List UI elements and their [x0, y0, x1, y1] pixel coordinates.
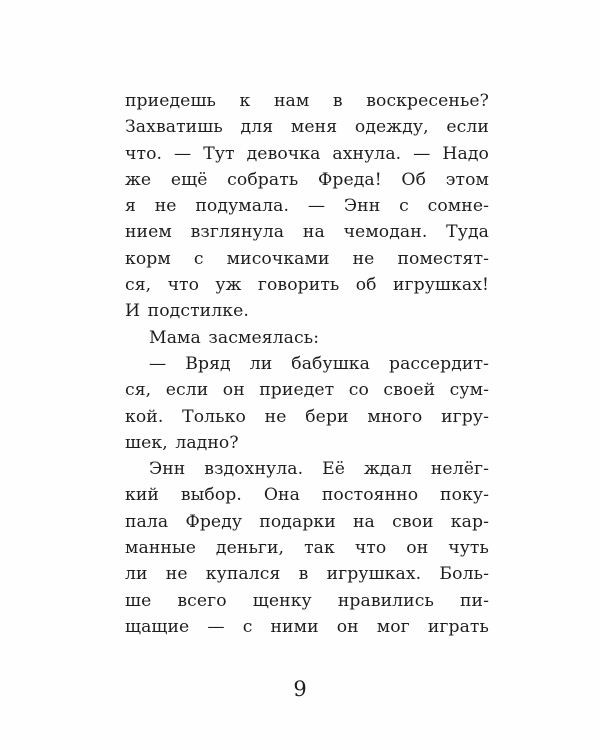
- text-line: Захватишь для меня одежду, если: [125, 117, 489, 138]
- text-line: ся, если он приедет со своей сум-: [125, 380, 489, 401]
- text-line: И подстилке.: [125, 301, 249, 322]
- text-line: Энн вздохнула. Её ждал нелёг-: [149, 459, 489, 480]
- text-line: ли не купался в игрушках. Боль-: [125, 564, 489, 585]
- text-line: — Вряд ли бабушка рассердит-: [149, 353, 489, 374]
- text-line: пала Фреду подарки на свои кар-: [125, 511, 489, 532]
- text-line: я не подумала. — Энн с сомне-: [125, 196, 489, 217]
- text-line: щащие — с ними он мог играть: [125, 616, 489, 637]
- body-text: [125, 88, 489, 640]
- text-line: приедешь к нам в воскресенье?: [125, 91, 489, 111]
- text-line: манные деньги, так что он чуть: [125, 538, 489, 559]
- text-line: шек, ладно?: [125, 432, 239, 453]
- text-line: Мама засмеялась:: [149, 327, 320, 348]
- text-line: корм с мисочками не поместят-: [125, 248, 489, 269]
- text-line: кий выбор. Она постоянно поку-: [125, 485, 489, 506]
- text-line: что. — Тут девочка ахнула. — Надо: [125, 143, 489, 164]
- text-line: нием взглянула на чемодан. Туда: [125, 222, 489, 243]
- text-line: ше всего щенку нравились пи-: [125, 590, 489, 611]
- page-number: 9: [293, 677, 307, 701]
- text-line: кой. Только не бери много игру-: [125, 406, 489, 427]
- text-line: ся, что уж говорить об игрушках!: [125, 275, 489, 296]
- text-line: же ещё собрать Фреда! Об этом: [125, 169, 489, 190]
